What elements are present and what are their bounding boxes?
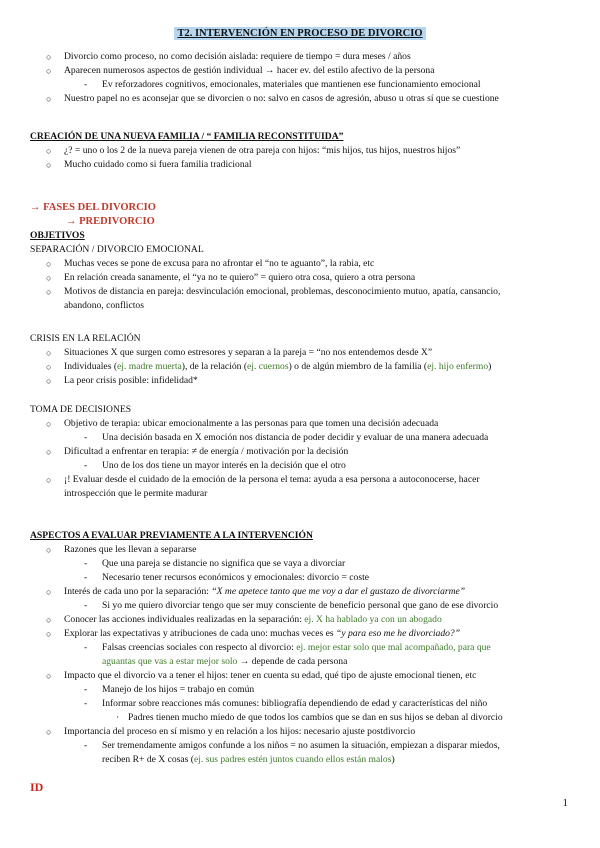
- example-text: ej. hijo enfermo: [427, 361, 489, 372]
- page-number: 1: [562, 797, 568, 809]
- list-item: ○ Situaciones X que surgen como estresores y separan a la pareja = “no nos entendemos desde X”: [46, 347, 433, 358]
- list-item-continuation: abandono, conflictos: [64, 300, 144, 311]
- bullet-icon: ○: [46, 273, 52, 283]
- bullet-icon: ○: [46, 66, 52, 76]
- list-item: ○ Nuestro papel no es aconsejar que se divorcien o no: salvo en casos de agresión, abuso u otras sí que se cuestione: [46, 93, 499, 104]
- bullet-icon: ○: [46, 146, 52, 156]
- sub-list-item: - Manejo de los hijos = trabajo en común: [84, 684, 255, 695]
- dash-icon: -: [84, 558, 88, 569]
- example-text: ej. sus padres estén juntos cuando ellos están malos: [194, 754, 392, 765]
- dash-icon: -: [84, 600, 88, 611]
- bullet-icon: ○: [46, 259, 52, 269]
- bullet-icon: ○: [46, 94, 52, 104]
- sub-list-item-continuation: aguantas que vas a estar mejor solo → depende de cada persona: [102, 656, 348, 667]
- predivorcio-heading: → PREDIVORCIO: [66, 216, 155, 227]
- bullet-icon: ○: [46, 52, 52, 62]
- decisiones-heading: TOMA DE DECISIONES: [30, 404, 132, 415]
- section-heading: CREACIÓN DE UNA NUEVA FAMILIA / “ FAMILIA RECONSTITUIDA”: [30, 131, 344, 142]
- bullet-icon: ○: [46, 447, 52, 457]
- fases-section: [0, 201, 600, 313]
- example-text: ej. X ha hablado ya con un abogado: [304, 614, 442, 625]
- sub-list-item: - Ev reforzadores cognitivos, emocionales, materiales que mantienen ese funcionamiento emocional: [84, 79, 481, 90]
- bullet-icon: ○: [46, 615, 52, 625]
- crisis-heading: CRISIS EN LA RELACIÓN: [30, 333, 141, 344]
- sub-sub-list-item: · Padres tienen mucho miedo de que todos los cambios que se dan en sus hijos se deban al divorcio: [116, 712, 503, 723]
- dash-icon: -: [84, 740, 88, 751]
- example-text: aguantas que vas a estar mejor solo: [102, 656, 238, 667]
- bullet-icon: ○: [46, 348, 52, 358]
- dash-icon: -: [84, 79, 88, 90]
- dash-icon: -: [84, 572, 88, 583]
- bullet-icon: ○: [46, 475, 52, 485]
- document-title: [0, 27, 600, 41]
- list-item: ○ Aparecen numerosos aspectos de gestión individual → hacer ev. del estilo afectivo de la persona: [46, 65, 435, 76]
- list-item: ○ Interés de cada uno por la separación: “X me apetece tanto que me voy a dar el gustazo de divorciarme”: [46, 586, 466, 597]
- example-text: ej. cuernos: [247, 361, 289, 372]
- dash-icon: -: [84, 698, 88, 709]
- list-item: ○ Motivos de distancia en pareja: desvinculación emocional, problemas, desconocimiento mutuo, apatía, cansancio,: [46, 286, 501, 297]
- intro-section: [0, 50, 600, 106]
- example-text: ej. madre muerta: [117, 361, 182, 372]
- sub-list-item: - Necesario tener recursos económicos y emocionales: divorcio = coste: [84, 572, 370, 583]
- sub-list-item-continuation: reciben R+ de X cosas (ej. sus padres estén juntos cuando ellos están malos): [102, 754, 395, 765]
- decisiones-section: [0, 403, 600, 501]
- list-item: ○ Explorar las expectativas y atribuciones de cada uno: muchas veces es “y para eso me he divorciado?”: [46, 628, 461, 639]
- sub-list-item: - Uno de los dos tiene un mayor interés en la decisión que el otro: [84, 460, 346, 471]
- list-item-continuation: introspección que le permite madurar: [64, 488, 208, 499]
- bullet-icon: ○: [46, 671, 52, 681]
- sub-list-item: - Una decisión basada en X emoción nos distancia de poder decidir y evaluar de una manera adecuada: [84, 432, 489, 443]
- example-text: ej. mejor estar solo que mal acompañado, para que: [296, 642, 491, 653]
- sub-list-item: - Que una pareja se distancie no significa que se vaya a divorciar: [84, 558, 346, 569]
- list-item: ○ Divorcio como proceso, no como decisión aislada: requiere de tiempo = dura meses / años: [46, 51, 411, 62]
- list-item: ○ ¡! Evaluar desde el cuidado de la emoción de la persona el tema: ayuda a esa persona a autoconocerse, hacer: [46, 474, 480, 485]
- list-item: ○ Razones que les llevan a separarse: [46, 544, 197, 555]
- bullet-icon: ○: [46, 629, 52, 639]
- nueva-familia-section: [0, 130, 600, 172]
- list-item: ○ En relación creada sanamente, el “ya no te quiero” = quiero otra cosa, quiero a otra persona: [46, 272, 416, 283]
- aspectos-section: [0, 529, 600, 767]
- dash-icon: -: [84, 432, 88, 443]
- id-marker: ID: [30, 780, 44, 794]
- quote-text: “X me apetece tanto que me voy a dar el gustazo de divorciarme”: [211, 586, 466, 597]
- dot-icon: ·: [116, 712, 120, 723]
- quote-text: “y para eso me he divorciado?”: [335, 628, 461, 639]
- separacion-heading: SEPARACIÓN / DIVORCIO EMOCIONAL: [30, 244, 204, 255]
- sub-list-item: - Falsas creencias sociales con respecto al divorcio: ej. mejor estar solo que mal acompañado, para que: [84, 642, 491, 653]
- crisis-section: [0, 332, 600, 388]
- list-item: ○ ¿? = uno o los 2 de la nueva pareja vienen de otra pareja con hijos: “mis hijos, tus hijos, nuestros hijos”: [46, 145, 461, 156]
- dash-icon: -: [84, 460, 88, 471]
- bullet-icon: ○: [46, 587, 52, 597]
- sub-list-item: - Si yo me quiero divorciar tengo que ser muy consciente de beneficio personal que gano de ese divorcio: [84, 600, 499, 611]
- fases-heading: → FASES DEL DIVORCIO: [30, 202, 156, 213]
- list-item: ○ Dificultad a enfrentar en terapia: ≠ de energía / motivación por la decisión: [46, 446, 349, 457]
- dash-icon: -: [84, 642, 88, 653]
- bullet-icon: ○: [46, 160, 52, 170]
- bullet-icon: ○: [46, 727, 52, 737]
- sub-list-item: - Ser tremendamente amigos confunde a los niños = no asumen la situación, empiezan a disparar miedos,: [84, 740, 500, 751]
- dash-icon: -: [84, 684, 88, 695]
- objetivos-heading: OBJETIVOS: [30, 230, 85, 241]
- list-item: ○ Importancia del proceso en sí mismo y en relación a los hijos: necesario ajuste postdivorcio: [46, 726, 416, 737]
- aspectos-heading: ASPECTOS A EVALUAR PREVIAMENTE A LA INTERVENCIÓN: [30, 530, 313, 541]
- bullet-icon: ○: [46, 419, 52, 429]
- bullet-icon: ○: [46, 545, 52, 555]
- title-text: T2. INTERVENCIÓN EN PROCESO DE DIVORCIO: [174, 27, 425, 40]
- bullet-icon: ○: [46, 287, 52, 297]
- list-item: ○ Muchas veces se pone de excusa para no afrontar el “no te aguanto”, la rabia, etc: [46, 258, 375, 269]
- sub-list-item: - Informar sobre reacciones más comunes: bibliografía dependiendo de edad y características del niño: [84, 698, 488, 709]
- list-item: ○ Objetivo de terapia: ubicar emocionalmente a las personas para que tomen una decisión adecuada: [46, 418, 439, 429]
- bullet-icon: ○: [46, 376, 52, 386]
- list-item: ○ Impacto que el divorcio va a tener el hijos: tener en cuenta su edad, qué tipo de ajuste emocional tienen, etc: [46, 670, 477, 681]
- list-item: ○ Conocer las acciones individuales realizadas en la separación: ej. X ha hablado ya con un abogado: [46, 614, 442, 625]
- list-item: ○ Individuales (ej. madre muerta), de la relación (ej. cuernos) o de algún miembro de la familia (ej. hijo enfermo): [46, 361, 492, 372]
- bullet-icon: ○: [46, 362, 52, 372]
- list-item: ○ La peor crisis posible: infidelidad*: [46, 375, 198, 386]
- list-item: ○ Mucho cuidado como si fuera familia tradicional: [46, 159, 252, 170]
